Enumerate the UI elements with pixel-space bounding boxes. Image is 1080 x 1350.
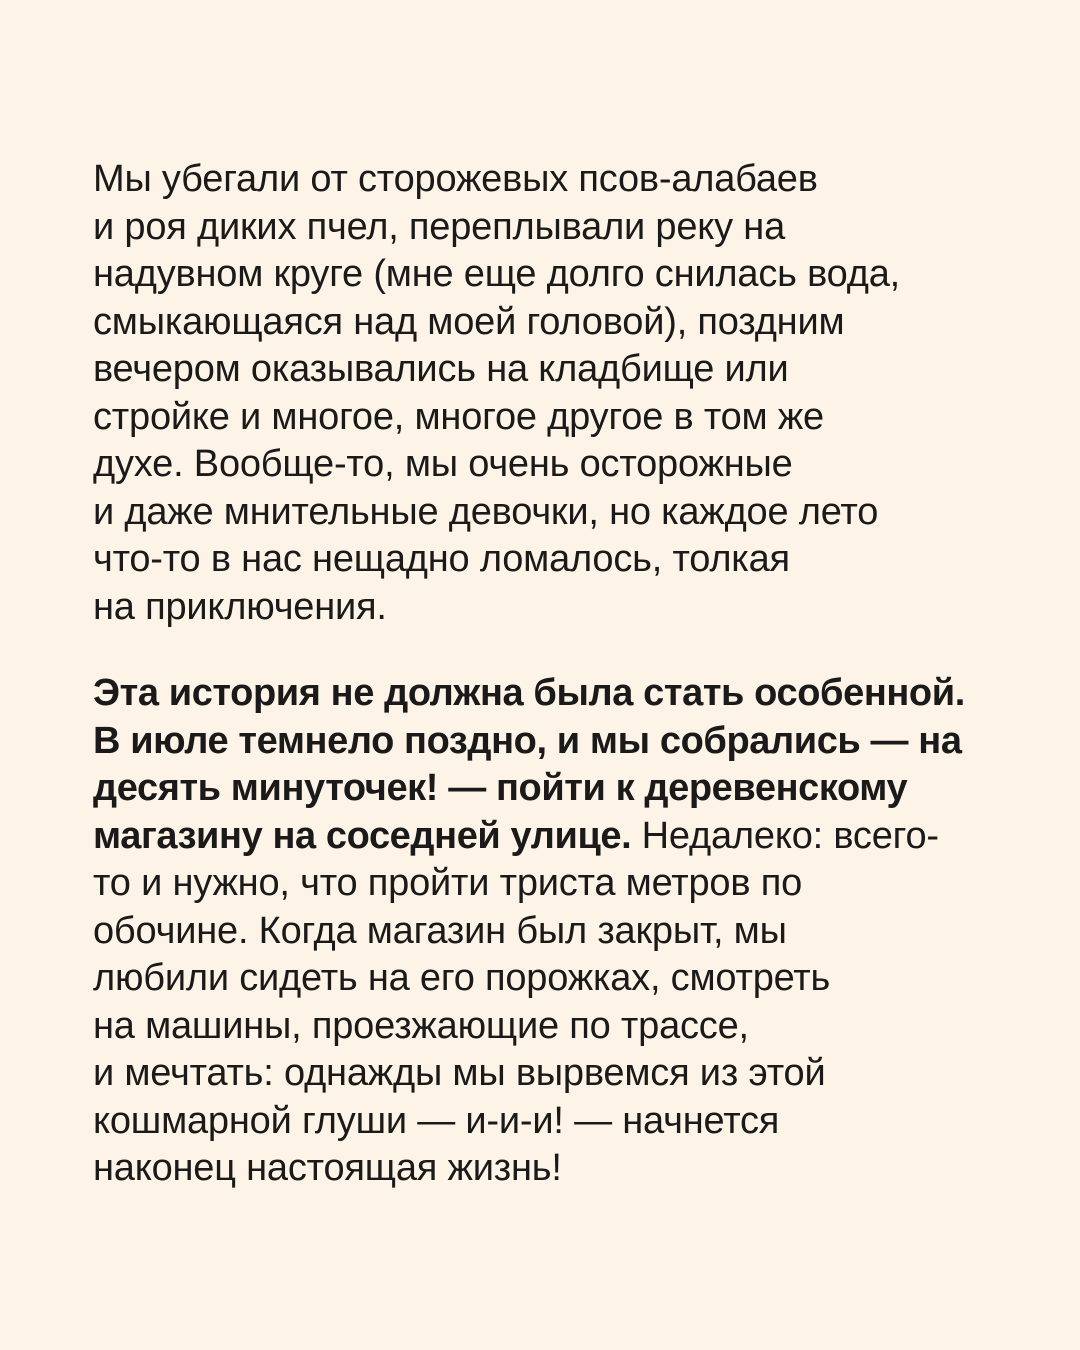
paragraph-2-line: обочине. Когда магазин был закрыт, мы: [93, 909, 787, 952]
paragraph-1-line: и даже мнительные девочки, но каждое лето: [93, 490, 879, 533]
paragraph-1-line: смыкающаяся над моей головой), поздним: [93, 300, 845, 343]
paragraph-2-bold-line: Эта история не должна была стать особенной.: [93, 672, 965, 714]
paragraph-1-line: что-то в нас нещадно ломалось, толкая: [93, 538, 790, 580]
paragraph-2-line: то и нужно, что пройти триста метров по: [93, 862, 803, 904]
paragraph-1-line: надувном круге (мне еще долго снилась вода,: [93, 253, 901, 295]
paragraph-2-line: наконец настоящая жизнь!: [93, 1147, 562, 1189]
paragraph-2-line: и мечтать: однажды мы вырвемся из этой: [93, 1052, 826, 1094]
paragraph-2-bold-line: десять минуточек! — пойти к деревенскому: [93, 767, 908, 809]
paragraph-2: [93, 670, 1053, 1193]
paragraph-1: [93, 156, 1053, 631]
paragraph-2-regular-fragment: Недалеко: всего-: [631, 814, 939, 857]
paragraph-2-bold-fragment: магазину на соседней улице.: [93, 814, 632, 857]
paragraph-1-line: на приключения.: [93, 585, 387, 628]
paragraph-1-line: Мы убегали от сторожевых псов-алабаев: [93, 158, 818, 200]
paragraph-1-line: и роя диких пчел, переплывали реку на: [93, 205, 786, 248]
paragraph-2-line: на машины, проезжающие по трассе,: [93, 1004, 749, 1047]
paragraph-1-line: вечером оказывались на кладбище или: [93, 348, 789, 390]
paragraph-1-line: стройке и многое, многое другое в том же: [93, 395, 824, 438]
paragraph-2-mixed-line: [93, 813, 1053, 861]
paragraph-2-line: кошмарной глуши — и-и-и! — начнется: [93, 1099, 780, 1142]
paragraph-2-line: любили сидеть на его порожках, смотреть: [93, 957, 831, 999]
paragraph-1-line: духе. Вообще-то, мы очень осторожные: [93, 443, 793, 485]
paragraph-2-bold-line: В июле темнело поздно, и мы собрались — на: [93, 719, 962, 762]
